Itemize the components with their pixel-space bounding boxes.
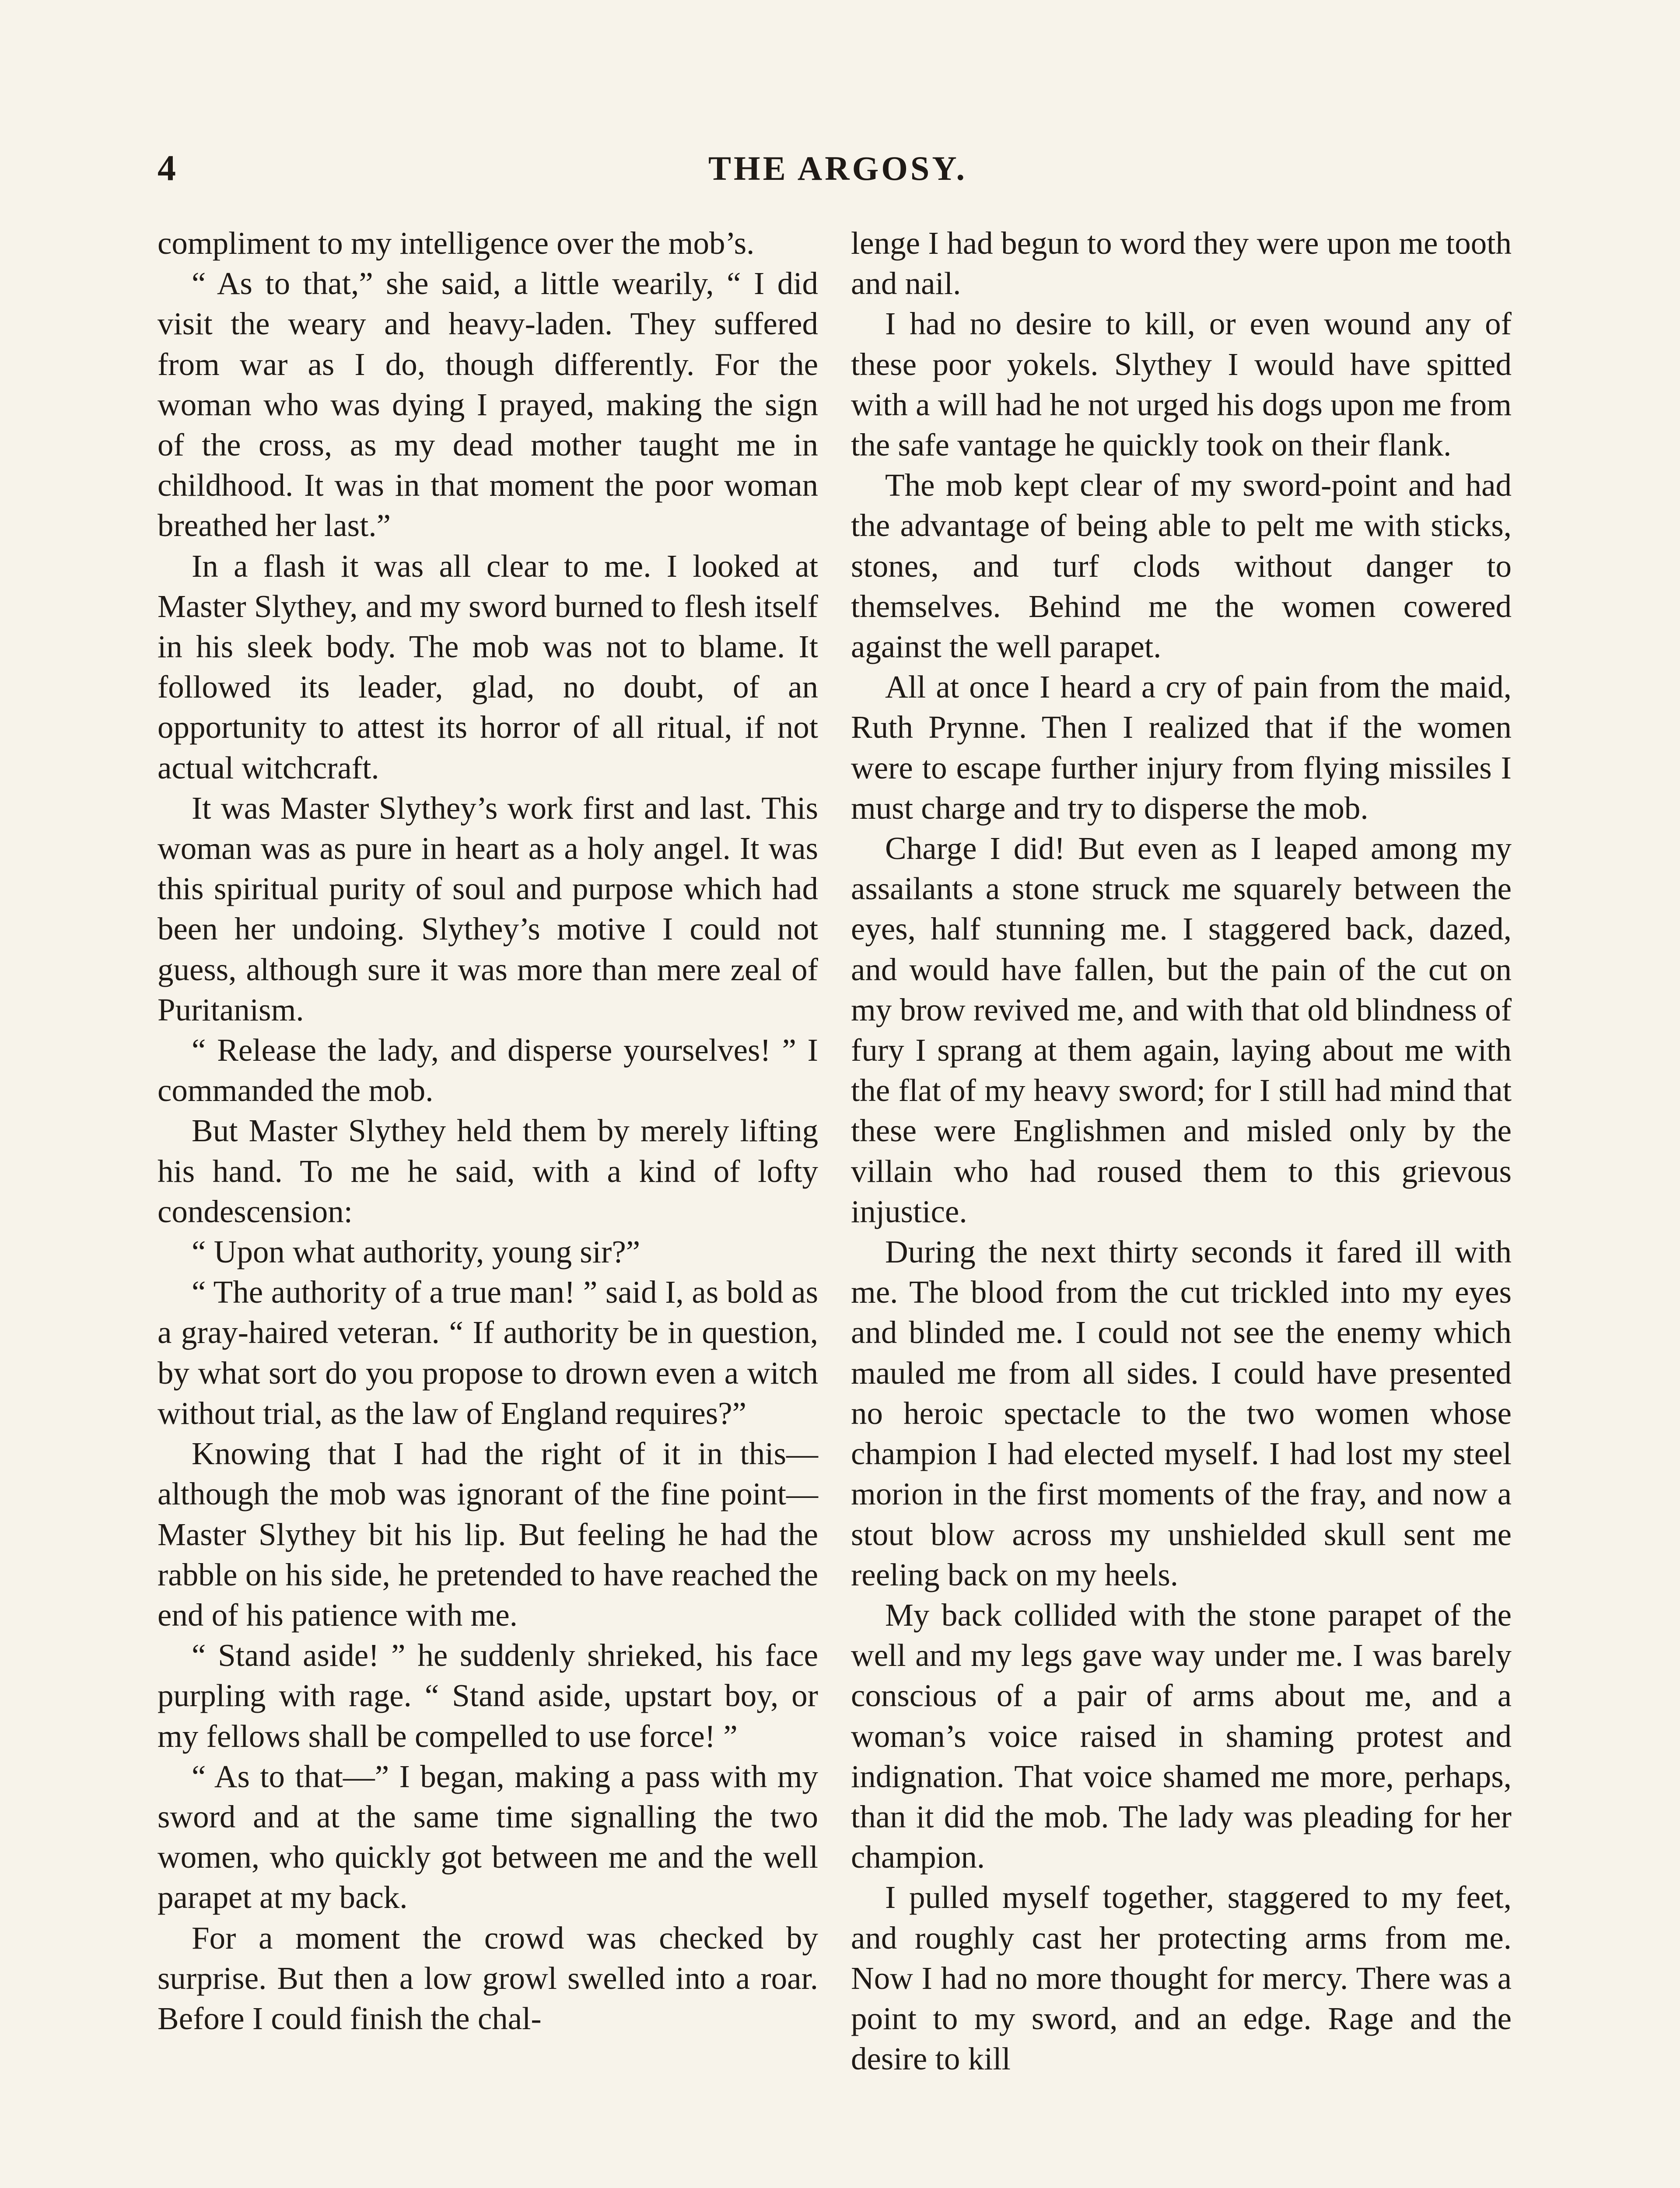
paragraph: During the next thirty seconds it fared ill with me. The blood from the cut trickled into my eyes and blinded me. I could not see the enemy which mauled me from all sides. I could have presented no heroic spectacle to the two women whose champion I had elected myself. I had lost my steel morion in the first moments of the fray, and now a stout blow across my unshielded skull sent me reeling back on my heels.: [851, 1234, 1512, 1592]
page-number: 4: [158, 148, 176, 189]
paragraph: But Master Slythey held them by merely lifting his hand. To me he said, with a kind of lofty condescension:: [158, 1113, 818, 1229]
left-column: [158, 223, 818, 2039]
paragraph: “ As to that—” I began, making a pass with my sword and at the same time signalling the two women, who quickly got between me and the well parapet at my back.: [158, 1758, 818, 1915]
paragraph: Knowing that I had the right of it in this—although the mob was ignorant of the fine point—Master Slythey bit his lip. But feeling he had the rabble on his side, he pretended to have reached the end of his patience with me.: [158, 1436, 818, 1633]
paragraph: My back collided with the stone parapet of the well and my legs gave way under me. I was barely conscious of a pair of arms about me, and a woman’s voice raised in shaming protest and indignation. That voice shamed me more, perhaps, than it did the mob. The lady was pleading for her champion.: [851, 1597, 1512, 1875]
running-title: THE ARGOSY.: [708, 149, 967, 187]
paragraph: “ Release the lady, and disperse yourselves! ” I commanded the mob.: [158, 1032, 818, 1108]
paragraph: “ Stand aside! ” he suddenly shrieked, his face purpling with rage. “ Stand aside, upstart boy, or my fellows shall be compelled to use force! ”: [158, 1637, 818, 1754]
paragraph: I had no desire to kill, or even wound any of these poor yokels. Slythey I would have spitted with a will had he not urged his dogs upon me from the safe vantage he quickly took on their flank.: [851, 306, 1512, 463]
paragraph: The mob kept clear of my sword-point and had the advantage of being able to pelt me with sticks, stones, and turf clods without danger to themselves. Behind me the women cowered against the well parapet.: [851, 467, 1512, 665]
paragraph: Charge I did! But even as I leaped among my assailants a stone struck me squarely between the eyes, half stunning me. I staggered back, dazed, and would have fallen, but the pain of the cut on my brow revived me, and with that old blindness of fury I sprang at them again, laying about me with the flat of my heavy sword; for I still had mind that these were Englishmen and misled only by the villain who had roused them to this grievous injustice.: [851, 831, 1512, 1229]
paragraph: All at once I heard a cry of pain from the maid, Ruth Prynne. Then I realized that if the women were to escape further injury from flying missiles I must charge and try to disperse the mob.: [851, 669, 1512, 826]
right-column: [851, 223, 1512, 2079]
paragraph: “ Upon what authority, young sir?”: [192, 1234, 640, 1270]
paragraph: compliment to my intelligence over the mob’s.: [158, 225, 755, 261]
paragraph: It was Master Slythey’s work first and last. This woman was as pure in heart as a holy angel. It was this spiritual purity of soul and purpose which had been her undoing. Slythey’s motive I could not guess, although sure it was more than mere zeal of Puritanism.: [158, 790, 818, 1027]
paragraph: “ As to that,” she said, a little wearily, “ I did visit the weary and heavy-laden. They suffered from war as I do, though differently. For the woman who was dying I prayed, making the sign of the cross, as my dead mother taught me in childhood. It was in that moment the poor woman breathed her last.”: [158, 266, 818, 543]
paragraph: “ The authority of a true man! ” said I, as bold as a gray-haired veteran. “ If authority be in question, by what sort do you propose to drown even a witch without trial, as the law of England requires?”: [158, 1274, 818, 1431]
paragraph: In a flash it was all clear to me. I looked at Master Slythey, and my sword burned to flesh itself in his sleek body. The mob was not to blame. It followed its leader, glad, no doubt, of an opportunity to attest its horror of all ritual, if not actual witchcraft.: [158, 548, 818, 785]
page-header: [158, 144, 1518, 193]
paragraph: lenge I had begun to word they were upon me tooth and nail.: [851, 225, 1512, 302]
paragraph: I pulled myself together, staggered to my feet, and roughly cast her protecting arms from me. Now I had no more thought for mercy. There was a point to my sword, and an edge. Rage and the desire to kill: [851, 1879, 1512, 2077]
paragraph: For a moment the crowd was checked by surprise. But then a low growl swelled into a roar. Before I could finish the chal-: [158, 1920, 818, 2036]
